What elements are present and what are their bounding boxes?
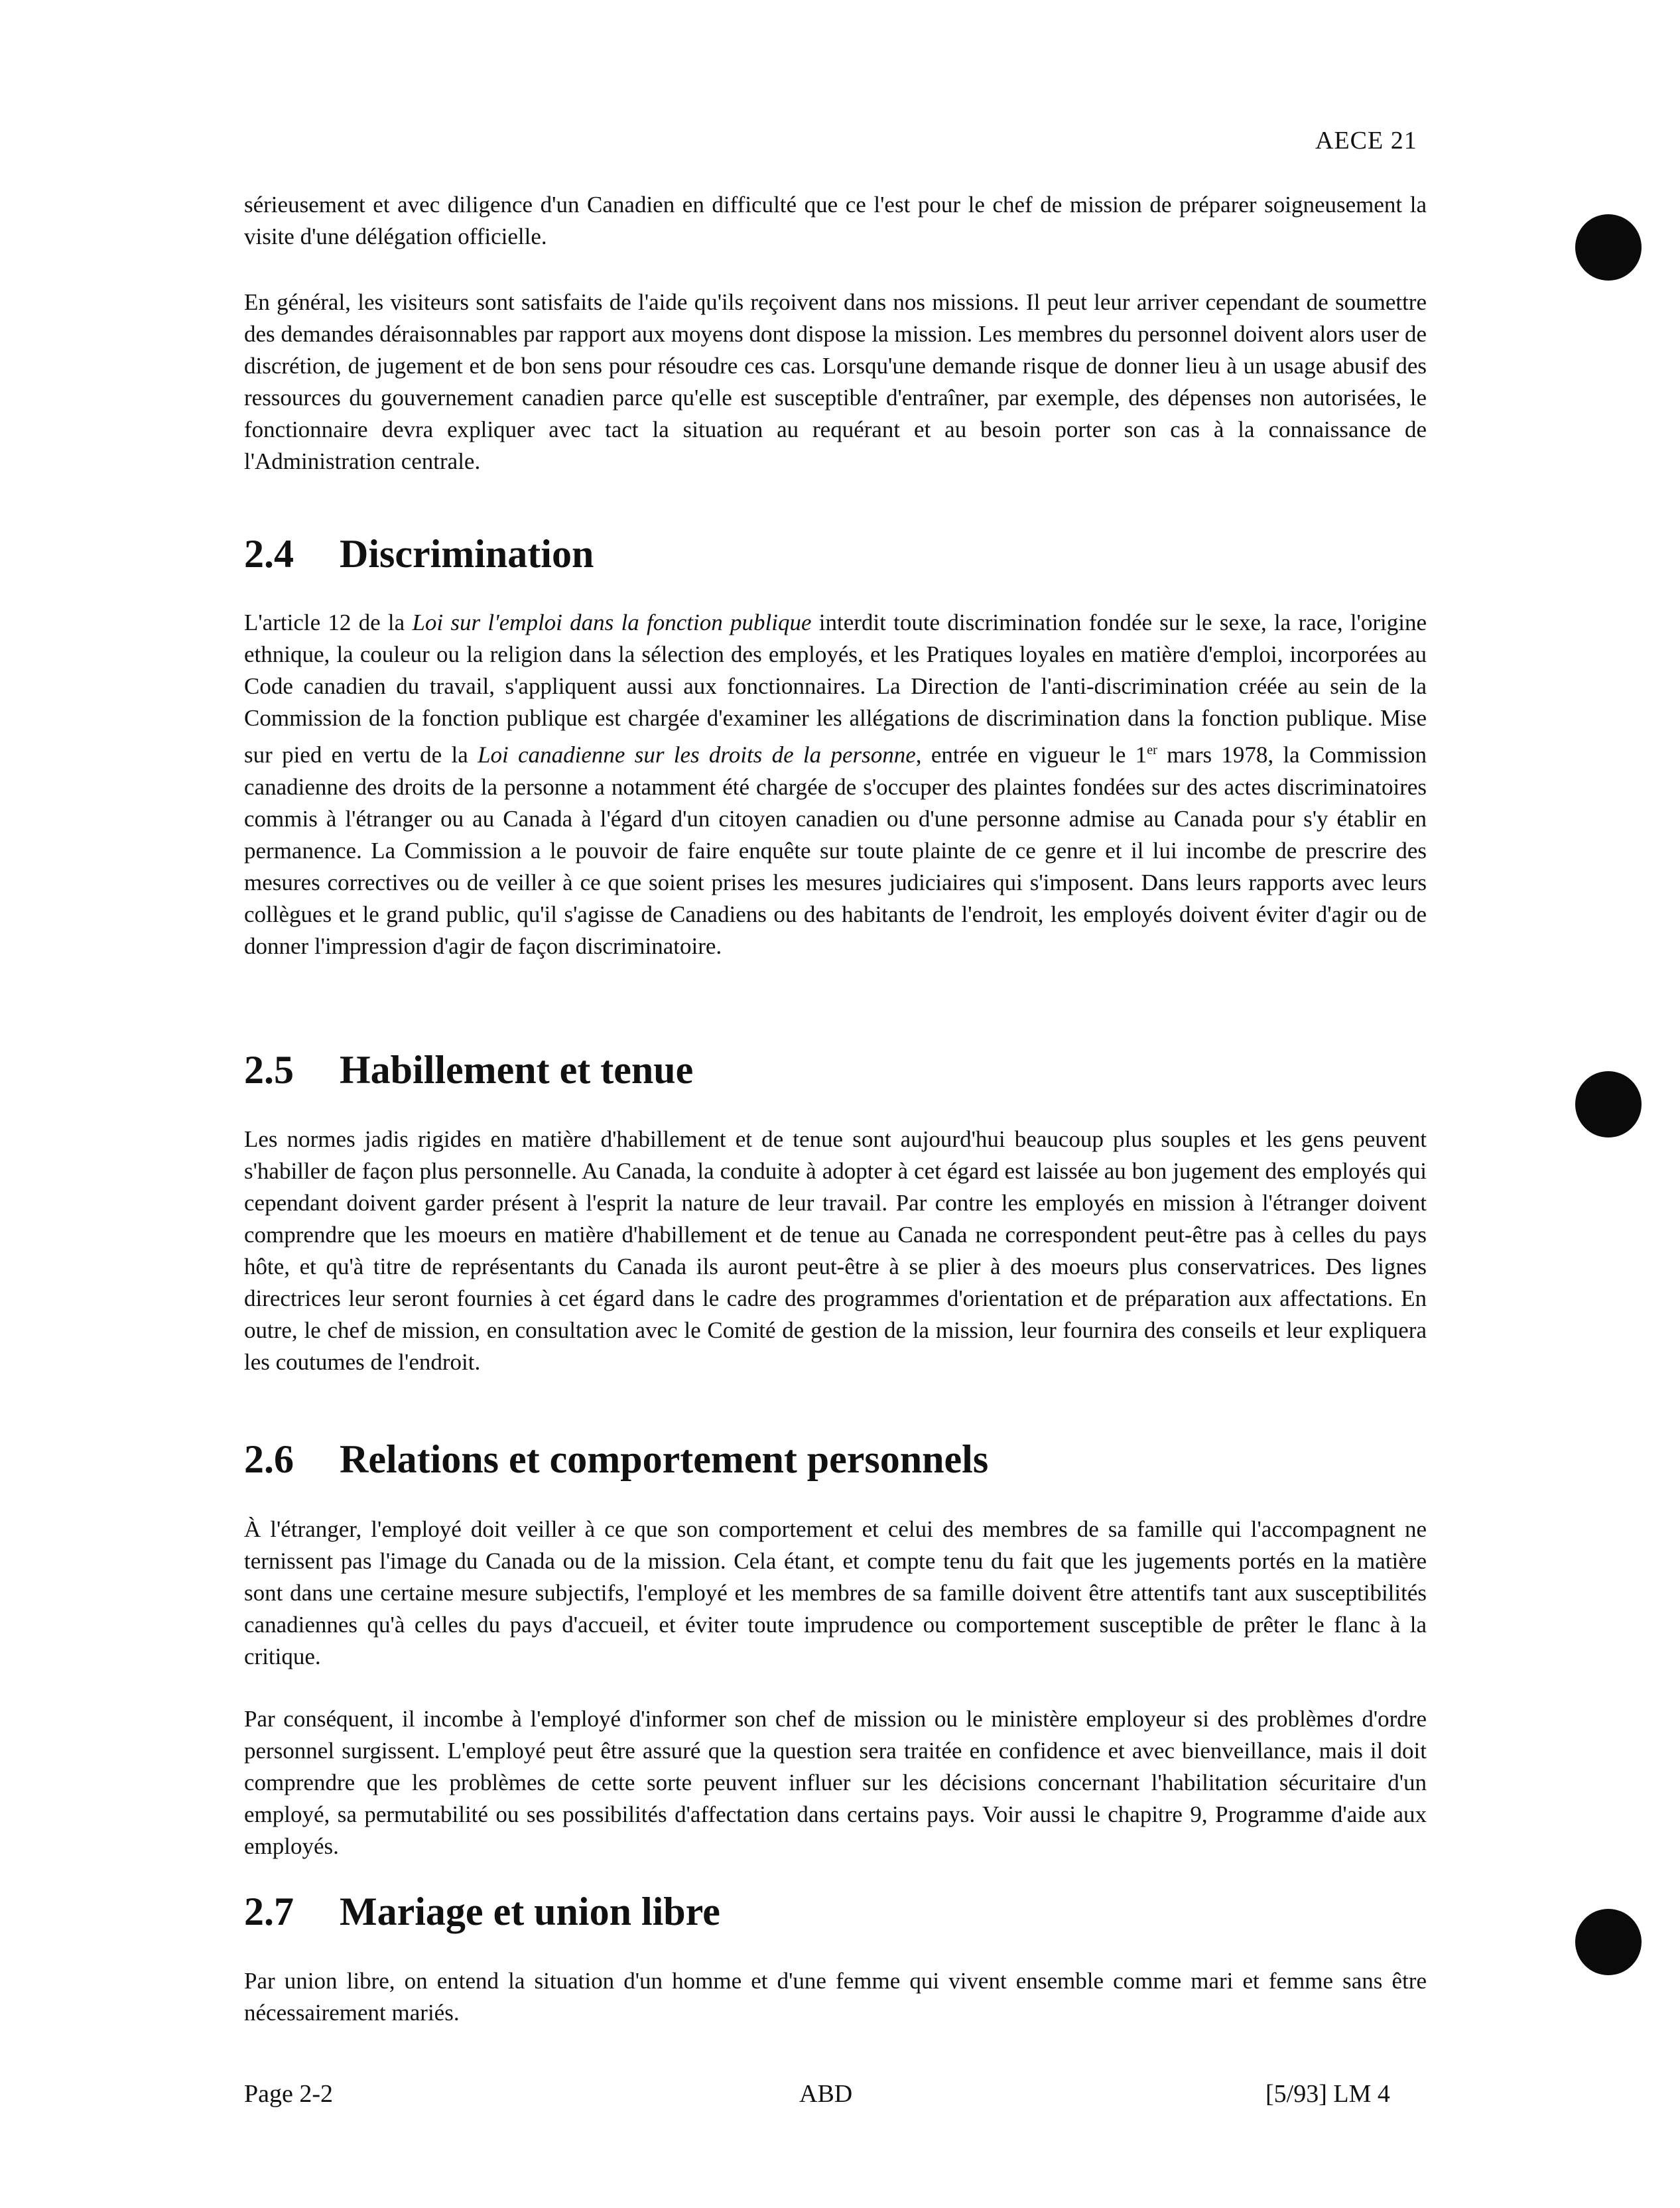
visitors-paragraph: En général, les visiteurs sont satisfaits de l'aide qu'ils reçoivent dans nos missions. Il peut leur arriver cependant de soumettre des demandes déraisonnables par rapport aux moyens dont dispose la mission. Les membres du personnel doivent alors user de discrétion, de jugement et de bon sens pour résoudre ces cas. Lorsqu'une demande risque de donner lieu à un usage abusif des ressources du gouvernement canadien parce qu'elle est susceptible d'entraîner, par exemple, des dépenses non autorisées, le fonctionnaire devra expliquer avec tact la situation au requérant et au besoin porter son cas à la connaissance de l'Administration centrale. [244,289,1427,474]
section-heading-2-5 [244,1047,693,1093]
section-title: Habillement et tenue [340,1048,694,1092]
law-title-italic: Loi sur l'emploi dans la fonction publique [412,610,812,635]
footer-page-number: Page 2-2 [244,2080,334,2108]
section-heading-2-4 [244,531,594,577]
discrimination-paragraph: L'article 12 de la Loi sur l'emploi dans la fonction publique interdit toute discrimination fondée sur le sexe, la race, l'origine ethnique, la couleur ou la religion dans la sélection des employés, et les Pratiques loyales en matière d'emploi, incorporées au Code canadien du travail, s'appliquent aussi aux fonctionnaires. La Direction de l'anti-discrimination créée au sein de la Commission de la fonction publique est chargée d'examiner les allégations de discrimination dans la fonction publique. Mise sur pied en vertu de la Loi canadienne sur les droits de la personne, entrée en vigueur le 1er mars 1978, la Commission canadienne des droits de la personne a notamment été chargée de s'occuper des plaintes fondées sur des actes discriminatoires commis à l'étranger ou au Canada à l'égard d'un citoyen canadien ou d'une personne admise au Canada pour s'y établir en permanence. La Commission a le pouvoir de faire enquête sur toute plainte de ce genre et il lui incombe de prescrire des mesures correctives ou de veiller à ce que soient prises les mesures judiciaires qui s'imposent. Dans leurs rapports avec leurs collègues et le grand public, qu'il s'agisse de Canadiens ou des habitants de l'endroit, les employés doivent éviter d'agir ou de donner l'impression d'agir de façon discriminatoire. [244,610,1427,959]
dress-paragraph: Les normes jadis rigides en matière d'habillement et de tenue sont aujourd'hui beaucoup plus souples et les gens peuvent s'habiller de façon plus personnelle. Au Canada, la conduite à adopter à cet égard est laissée au bon jugement des employés qui cependant doivent garder présent à l'esprit la nature de leur travail. Par contre les employés en mission à l'étranger doivent comprendre que les moeurs en matière d'habillement et de tenue au Canada ne correspondent peut-être pas à celles du pays hôte, et qu'à titre de représentants du Canada ils auront peut-être à se plier à des moeurs plus conservatrices. Des lignes directrices leur seront fournies à cet égard dans le cadre des programmes d'orientation et de préparation aux affectations. En outre, le chef de mission, en consultation avec le Comité de gestion de la mission, leur fournira des conseils et leur expliquera les coutumes de l'endroit. [244,1126,1427,1375]
section-title: Relations et comportement personnels [340,1437,989,1481]
section-heading-2-6 [244,1436,988,1482]
footer-center-code: ABD [799,2080,853,2108]
intro-paragraph: sérieusement et avec diligence d'un Canadien en difficulté que ce l'est pour le chef de mission de préparer soigneusement la visite d'une délégation officielle. [244,192,1427,249]
conduct-paragraph-1: À l'étranger, l'employé doit veiller à ce que son comportement et celui des membres de sa famille qui l'accompagnent ne ternissent pas l'image du Canada ou de la mission. Cela étant, et compte tenu du fait que les jugements portés en la matière sont dans une certaine mesure subjectifs, l'employé et les membres de sa famille doivent être attentifs tant aux susceptibilités canadiennes qu'à celles du pays d'accueil, et éviter toute imprudence ou comportement susceptible de prêter le flanc à la critique. [244,1516,1427,1669]
section-heading-2-7 [244,1888,720,1935]
punch-hole-bottom [1575,1909,1642,1975]
section-number: 2.5 [244,1048,294,1092]
common-law-paragraph: Par union libre, on entend la situation d'un homme et d'une femme qui vivent ensemble comme mari et femme sans être nécessairement mariés. [244,1968,1427,2026]
section-title: Discrimination [340,532,594,576]
punch-hole-top [1575,214,1642,281]
section-number: 2.7 [244,1890,294,1933]
law-title-italic: Loi canadienne sur les droits de la personne [478,742,916,768]
section-number: 2.6 [244,1437,294,1481]
footer-revision: [5/93] LM 4 [1265,2080,1390,2108]
header-reference: AECE 21 [1315,127,1417,155]
conduct-paragraph-2: Par conséquent, il incombe à l'employé d'informer son chef de mission ou le ministère employeur si des problèmes d'ordre personnel surgissent. L'employé peut être assuré que la question sera traitée en confidence et avec bienveillance, mais il doit comprendre que les problèmes de cette sorte peuvent influer sur les décisions concernant l'habilitation sécuritaire d'un employé, sa permutabilité ou ses possibilités d'affectation dans certains pays. Voir aussi le chapitre 9, Programme d'aide aux employés. [244,1706,1427,1859]
section-number: 2.4 [244,532,294,576]
section-title: Mariage et union libre [340,1890,720,1933]
punch-hole-middle [1575,1071,1642,1137]
